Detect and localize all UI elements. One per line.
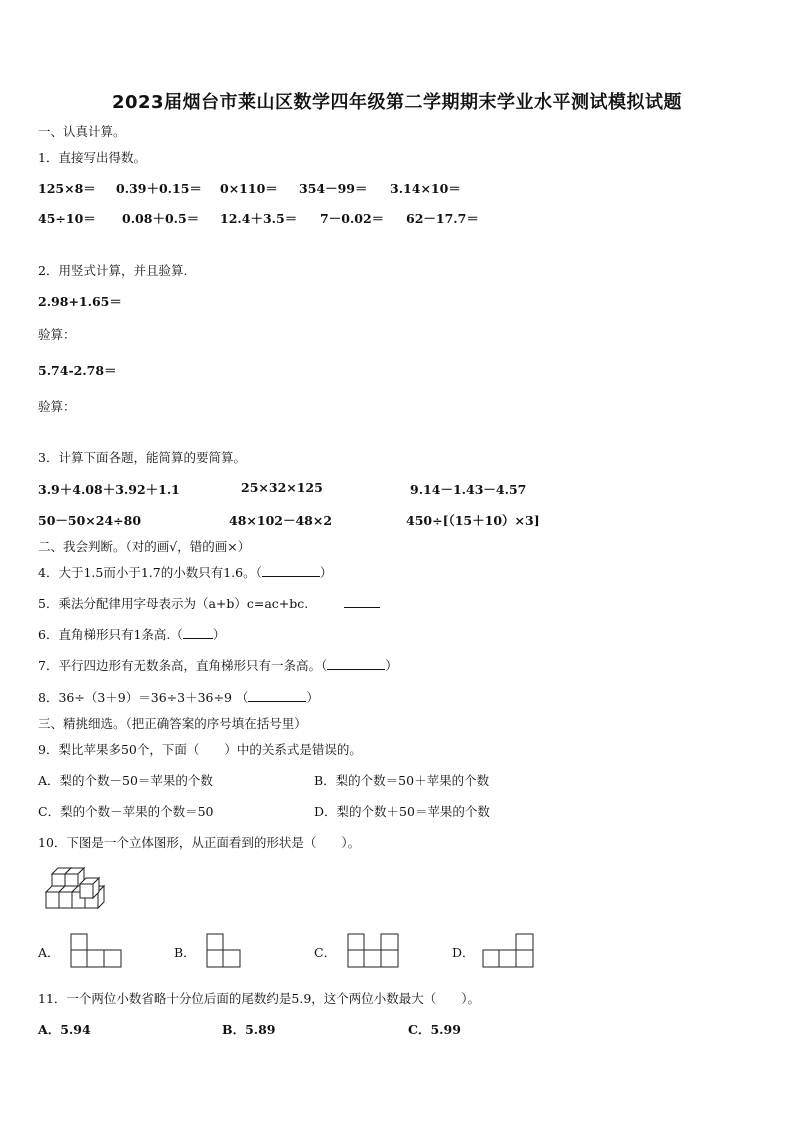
answer-blank[interactable] — [248, 689, 306, 702]
judgement-end: ） — [306, 690, 319, 705]
view-shape-d — [482, 933, 534, 969]
q1-expr: 3.14×10＝ — [390, 181, 461, 196]
judgement-text: 7．平行四边形有无数条高，直角梯形只有一条高。（ — [38, 658, 328, 673]
question-11-stem: 11．一个两位小数省略十分位后面的尾数约是5.9，这个两位小数最大（ ）。 — [38, 991, 481, 1006]
q10-option-d: D． — [452, 945, 475, 960]
q10-option-b: B． — [174, 945, 196, 960]
view-shape-b — [206, 933, 242, 969]
section-2-heading: 二、我会判断。（对的画√，错的画×） — [38, 539, 251, 554]
answer-blank[interactable] — [183, 626, 213, 639]
q2-check-2: 验算： — [38, 399, 76, 414]
question-1-label: 1．直接写出得数。 — [38, 150, 146, 165]
q1-expr: 0.39＋0.15＝ — [116, 181, 202, 196]
q9-option-c: C．梨的个数－苹果的个数＝50 — [38, 804, 214, 819]
q3-expr: 25×32×125 — [241, 480, 323, 495]
judgement-item — [38, 656, 398, 674]
q2-expression-1: 2.98+1.65＝ — [38, 294, 122, 309]
judgement-item — [38, 563, 332, 581]
q1-expr: 62－17.7＝ — [406, 211, 479, 226]
question-2-label: 2．用竖式计算，并且验算. — [38, 263, 188, 278]
judgement-text: 5．乘法分配律用字母表示为（a+b）c=ac+bc. — [38, 596, 309, 611]
judgement-end: ） — [212, 627, 226, 642]
question-10-stem: 10．下图是一个立体图形，从正面看到的形状是（ ）。 — [38, 835, 361, 850]
answer-blank[interactable] — [344, 595, 380, 608]
section-3-heading: 三、精挑细选。（把正确答案的序号填在括号里） — [38, 716, 307, 731]
q9-option-d: D．梨的个数＋50＝苹果的个数 — [314, 804, 490, 819]
view-shape-a — [70, 933, 122, 969]
q10-option-c: C． — [314, 945, 337, 960]
q1-expr: 7－0.02＝ — [320, 211, 385, 226]
q9-option-b: B．梨的个数＝50＋苹果的个数 — [314, 773, 490, 788]
q2-expression-2: 5.74-2.78＝ — [38, 363, 117, 378]
q3-expr: 450÷[（15＋10）×3] — [406, 513, 540, 528]
q2-check-1: 验算： — [38, 327, 76, 342]
q1-expr: 0×110＝ — [220, 181, 278, 196]
page-title: 2023届烟台市莱山区数学四年级第二学期期末学业水平测试模拟试题 — [111, 92, 683, 113]
question-3-label: 3．计算下面各题，能简算的要简算。 — [38, 450, 246, 465]
answer-blank[interactable] — [262, 564, 320, 577]
q1-expr: 354－99＝ — [299, 181, 368, 196]
answer-blank[interactable] — [327, 657, 385, 670]
judgement-text: 6．直角梯形只有1条高.（ — [38, 627, 183, 642]
judgement-text: 8．36÷（3＋9）＝36÷3＋36÷9 （ — [38, 690, 249, 705]
view-shape-c — [347, 933, 399, 969]
section-1-heading: 一、认真计算。 — [38, 124, 126, 139]
judgement-item — [38, 594, 380, 612]
q11-option-b: B．5.89 — [222, 1022, 276, 1037]
q11-option-c: C．5.99 — [408, 1022, 461, 1037]
judgement-text: 4．大于1.5而小于1.7的小数只有1.6。（ — [38, 565, 262, 580]
q3-expr: 50－50×24÷80 — [38, 513, 142, 528]
q10-option-a: A． — [38, 945, 60, 960]
q3-expr: 9.14－1.43－4.57 — [410, 482, 527, 497]
cube-figure — [44, 862, 114, 914]
question-9-stem: 9．梨比苹果多50个，下面（ ）中的关系式是错误的。 — [38, 742, 362, 757]
q1-expr: 125×8＝ — [38, 181, 96, 196]
judgement-item — [38, 688, 319, 706]
q9-option-a: A．梨的个数－50＝苹果的个数 — [38, 773, 213, 788]
q1-expr: 0.08＋0.5＝ — [122, 211, 200, 226]
q11-option-a: A．5.94 — [38, 1022, 91, 1037]
judgement-item — [38, 625, 225, 643]
q1-expr: 45÷10＝ — [38, 211, 96, 226]
judgement-end: ） — [319, 565, 333, 580]
judgement-end: ） — [385, 658, 398, 673]
q3-expr: 48×102－48×2 — [229, 513, 333, 528]
q3-expr: 3.9＋4.08＋3.92＋1.1 — [38, 482, 180, 497]
q1-expr: 12.4＋3.5＝ — [220, 211, 298, 226]
